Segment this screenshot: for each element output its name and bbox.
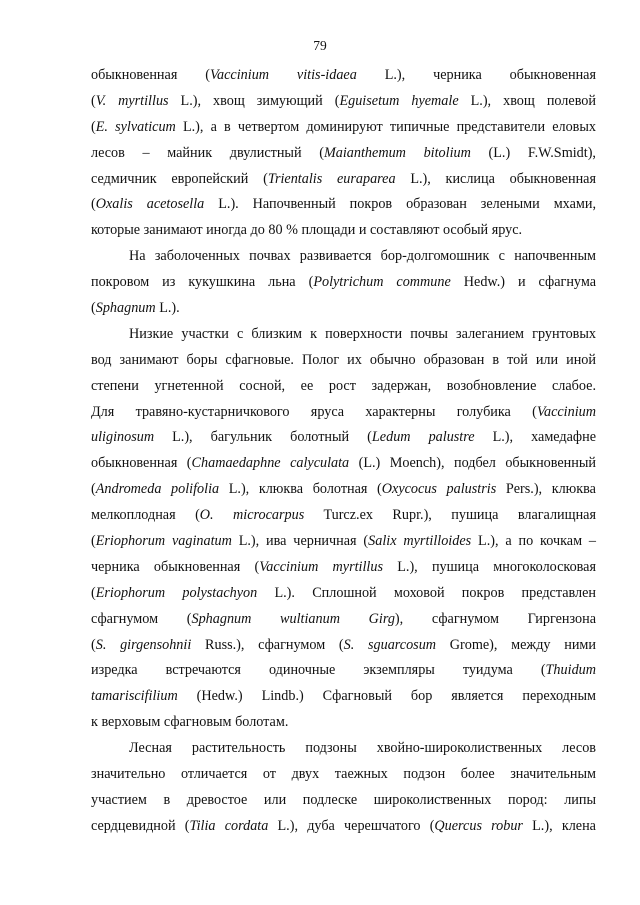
text-line	[91, 684, 596, 710]
text-line	[91, 788, 596, 814]
text-run: (	[91, 533, 96, 550]
text-run: обыкновенная (	[91, 67, 210, 83]
text-run: (	[91, 481, 96, 498]
text-run: мелкоплодная (	[91, 507, 200, 524]
latin-name: Polytrichum commune	[313, 274, 451, 291]
text-run: Лесная растительность подзоны хвойно-широколиственных лесов	[129, 740, 596, 757]
text-run: Turcz.ex Rupr.), пушица влагалищная	[304, 507, 596, 524]
latin-name: E. sylvaticum	[95, 118, 176, 135]
latin-name: Oxalis acetosella	[95, 196, 205, 213]
latin-name: S. girgensohnii	[95, 636, 192, 653]
latin-name: Thuidum	[545, 662, 596, 679]
latin-name: Quercus robur	[434, 817, 523, 834]
text-run: Для травяно-кустарничкового яруса характерны голубика (	[91, 403, 537, 420]
text-line	[91, 374, 596, 400]
latin-name: tamariscifilium	[91, 688, 178, 705]
text-line	[91, 736, 596, 762]
text-run: (L.) Moench), подбел обыкновенный	[349, 455, 596, 472]
text-line	[91, 167, 596, 193]
text-line	[91, 270, 596, 296]
text-line	[91, 633, 596, 659]
latin-name: Eriophorum polystachyon	[95, 584, 258, 601]
text-run: значительно отличается от двух таежных подзон более значительным	[91, 766, 596, 783]
text-line	[91, 581, 596, 607]
text-run: седмичник европейский (	[91, 170, 268, 187]
latin-name: Chamaedaphne calyculata	[191, 455, 350, 472]
body-text	[91, 63, 596, 840]
text-run: L.), хвощ полевой	[458, 92, 596, 109]
text-line	[91, 555, 596, 581]
latin-name: Trientalis euraparea	[267, 170, 396, 187]
latin-name: Andromeda polifolia	[95, 481, 220, 498]
text-line	[91, 400, 596, 426]
latin-name: S. sguarcosum	[343, 636, 437, 653]
text-line	[91, 89, 596, 115]
text-run: обыкновенная (	[91, 455, 192, 472]
latin-name: V. myrtillus	[95, 92, 169, 109]
text-run: покровом из кукушкина льна (	[91, 274, 314, 291]
text-run: L.), клена	[522, 817, 596, 834]
text-run: L.). Напочвенный покров образован зелеными мхами,	[204, 196, 596, 213]
text-run: (	[91, 196, 96, 213]
text-run: лесов – майник двулистный (	[91, 144, 324, 161]
text-line	[91, 141, 596, 167]
text-line	[91, 710, 596, 736]
text-run: вод занимают боры сфагновые. Полог их обычно образован в той или иной	[91, 351, 596, 368]
text-run: На заболоченных почвах развивается бор-долгомошник с напочвенным	[129, 248, 596, 265]
latin-name: Vaccinium vitis-idaea	[209, 67, 357, 83]
text-run: (	[91, 92, 96, 109]
text-line	[91, 296, 596, 322]
text-line	[91, 115, 596, 141]
text-run: L.), дуба черешчатого (	[268, 817, 435, 834]
latin-name: Eguisetum hyemale	[339, 92, 459, 109]
text-run: L.). Сплошной моховой покров представлен	[257, 584, 596, 601]
text-run: Низкие участки с близким к поверхности почвы залеганием грунтовых	[129, 325, 596, 342]
text-run: L.), а в четвертом доминируют типичные представители еловых	[175, 118, 596, 135]
latin-name: Salix myrtilloides	[368, 533, 472, 550]
text-run: (	[91, 584, 96, 601]
latin-name: Vaccinium	[536, 403, 596, 420]
text-run: изредка встречаются одиночные экземпляры туидума (	[91, 662, 546, 679]
text-line	[91, 244, 596, 270]
text-line	[91, 63, 596, 89]
text-run: Russ.), сфагнумом (	[191, 636, 344, 653]
text-run: L.), хамедафне	[474, 429, 597, 446]
latin-name: Vaccinium myrtillus	[259, 558, 383, 575]
text-run: L.), хвощ зимующий (	[168, 92, 340, 109]
text-run: (	[91, 300, 96, 317]
text-run: черника обыкновенная (	[91, 558, 260, 575]
text-run: L.), багульник болотный (	[154, 429, 372, 446]
text-run: Hedw.) и сфагнума	[450, 274, 597, 291]
text-run: Pers.), клюква	[496, 481, 596, 498]
text-line	[91, 451, 596, 477]
text-line	[91, 658, 596, 684]
text-line	[91, 762, 596, 788]
text-run: (	[91, 118, 96, 135]
text-line	[91, 607, 596, 633]
text-run: (Hedw.) Lindb.) Сфагновый бор является переходным	[177, 688, 596, 705]
text-run: ), сфагнумом Гиргензона	[394, 610, 596, 627]
latin-name: uliginosum	[91, 429, 155, 446]
text-run: Grome), между ними	[436, 636, 596, 653]
latin-name: Sphagnum wultianum Girg	[191, 610, 395, 627]
text-line	[91, 529, 596, 555]
text-line	[91, 503, 596, 529]
text-line	[91, 814, 596, 840]
text-line	[91, 348, 596, 374]
text-run: L.), кислица обыкновенная	[395, 170, 596, 187]
text-line	[91, 322, 596, 348]
latin-name: Tilia cordata	[189, 817, 269, 834]
text-run: L.), а по кочкам –	[471, 533, 596, 550]
text-line	[91, 477, 596, 503]
latin-name: Maianthemum bitolium	[323, 144, 471, 161]
text-run: L.), клюква болотная (	[219, 481, 382, 498]
text-run: к верховым сфагновым болотам.	[91, 714, 289, 731]
text-line	[91, 218, 596, 244]
text-run: участием в древостое или подлеске широколиственных пород: липы	[91, 791, 596, 808]
text-run: сердцевидной (	[91, 817, 190, 834]
text-line	[91, 425, 596, 451]
text-line	[91, 192, 596, 218]
latin-name: Oxycocus palustris	[381, 481, 497, 498]
text-run: степени угнетенной сосной, ее рост задержан, возобновление слабое.	[91, 377, 596, 394]
text-run: L.), ива черничная (	[231, 533, 369, 550]
text-run: L.), черника обыкновенная	[356, 67, 596, 83]
latin-name: O. microcarpus	[199, 507, 305, 524]
text-run: сфагнумом (	[91, 610, 192, 627]
text-run: (	[91, 636, 96, 653]
latin-name: Eriophorum vaginatum	[95, 533, 232, 550]
latin-name: Ledum palustre	[371, 429, 475, 446]
text-run: которые занимают иногда до 80 % площади и составляют особый ярус.	[91, 222, 523, 239]
latin-name: Sphagnum	[95, 300, 156, 317]
text-run: L.).	[155, 300, 180, 317]
text-run: L.), пушица многоколосковая	[383, 558, 596, 575]
text-run: (L.) F.W.Smidt),	[470, 144, 596, 161]
page-number: 79	[313, 38, 327, 53]
